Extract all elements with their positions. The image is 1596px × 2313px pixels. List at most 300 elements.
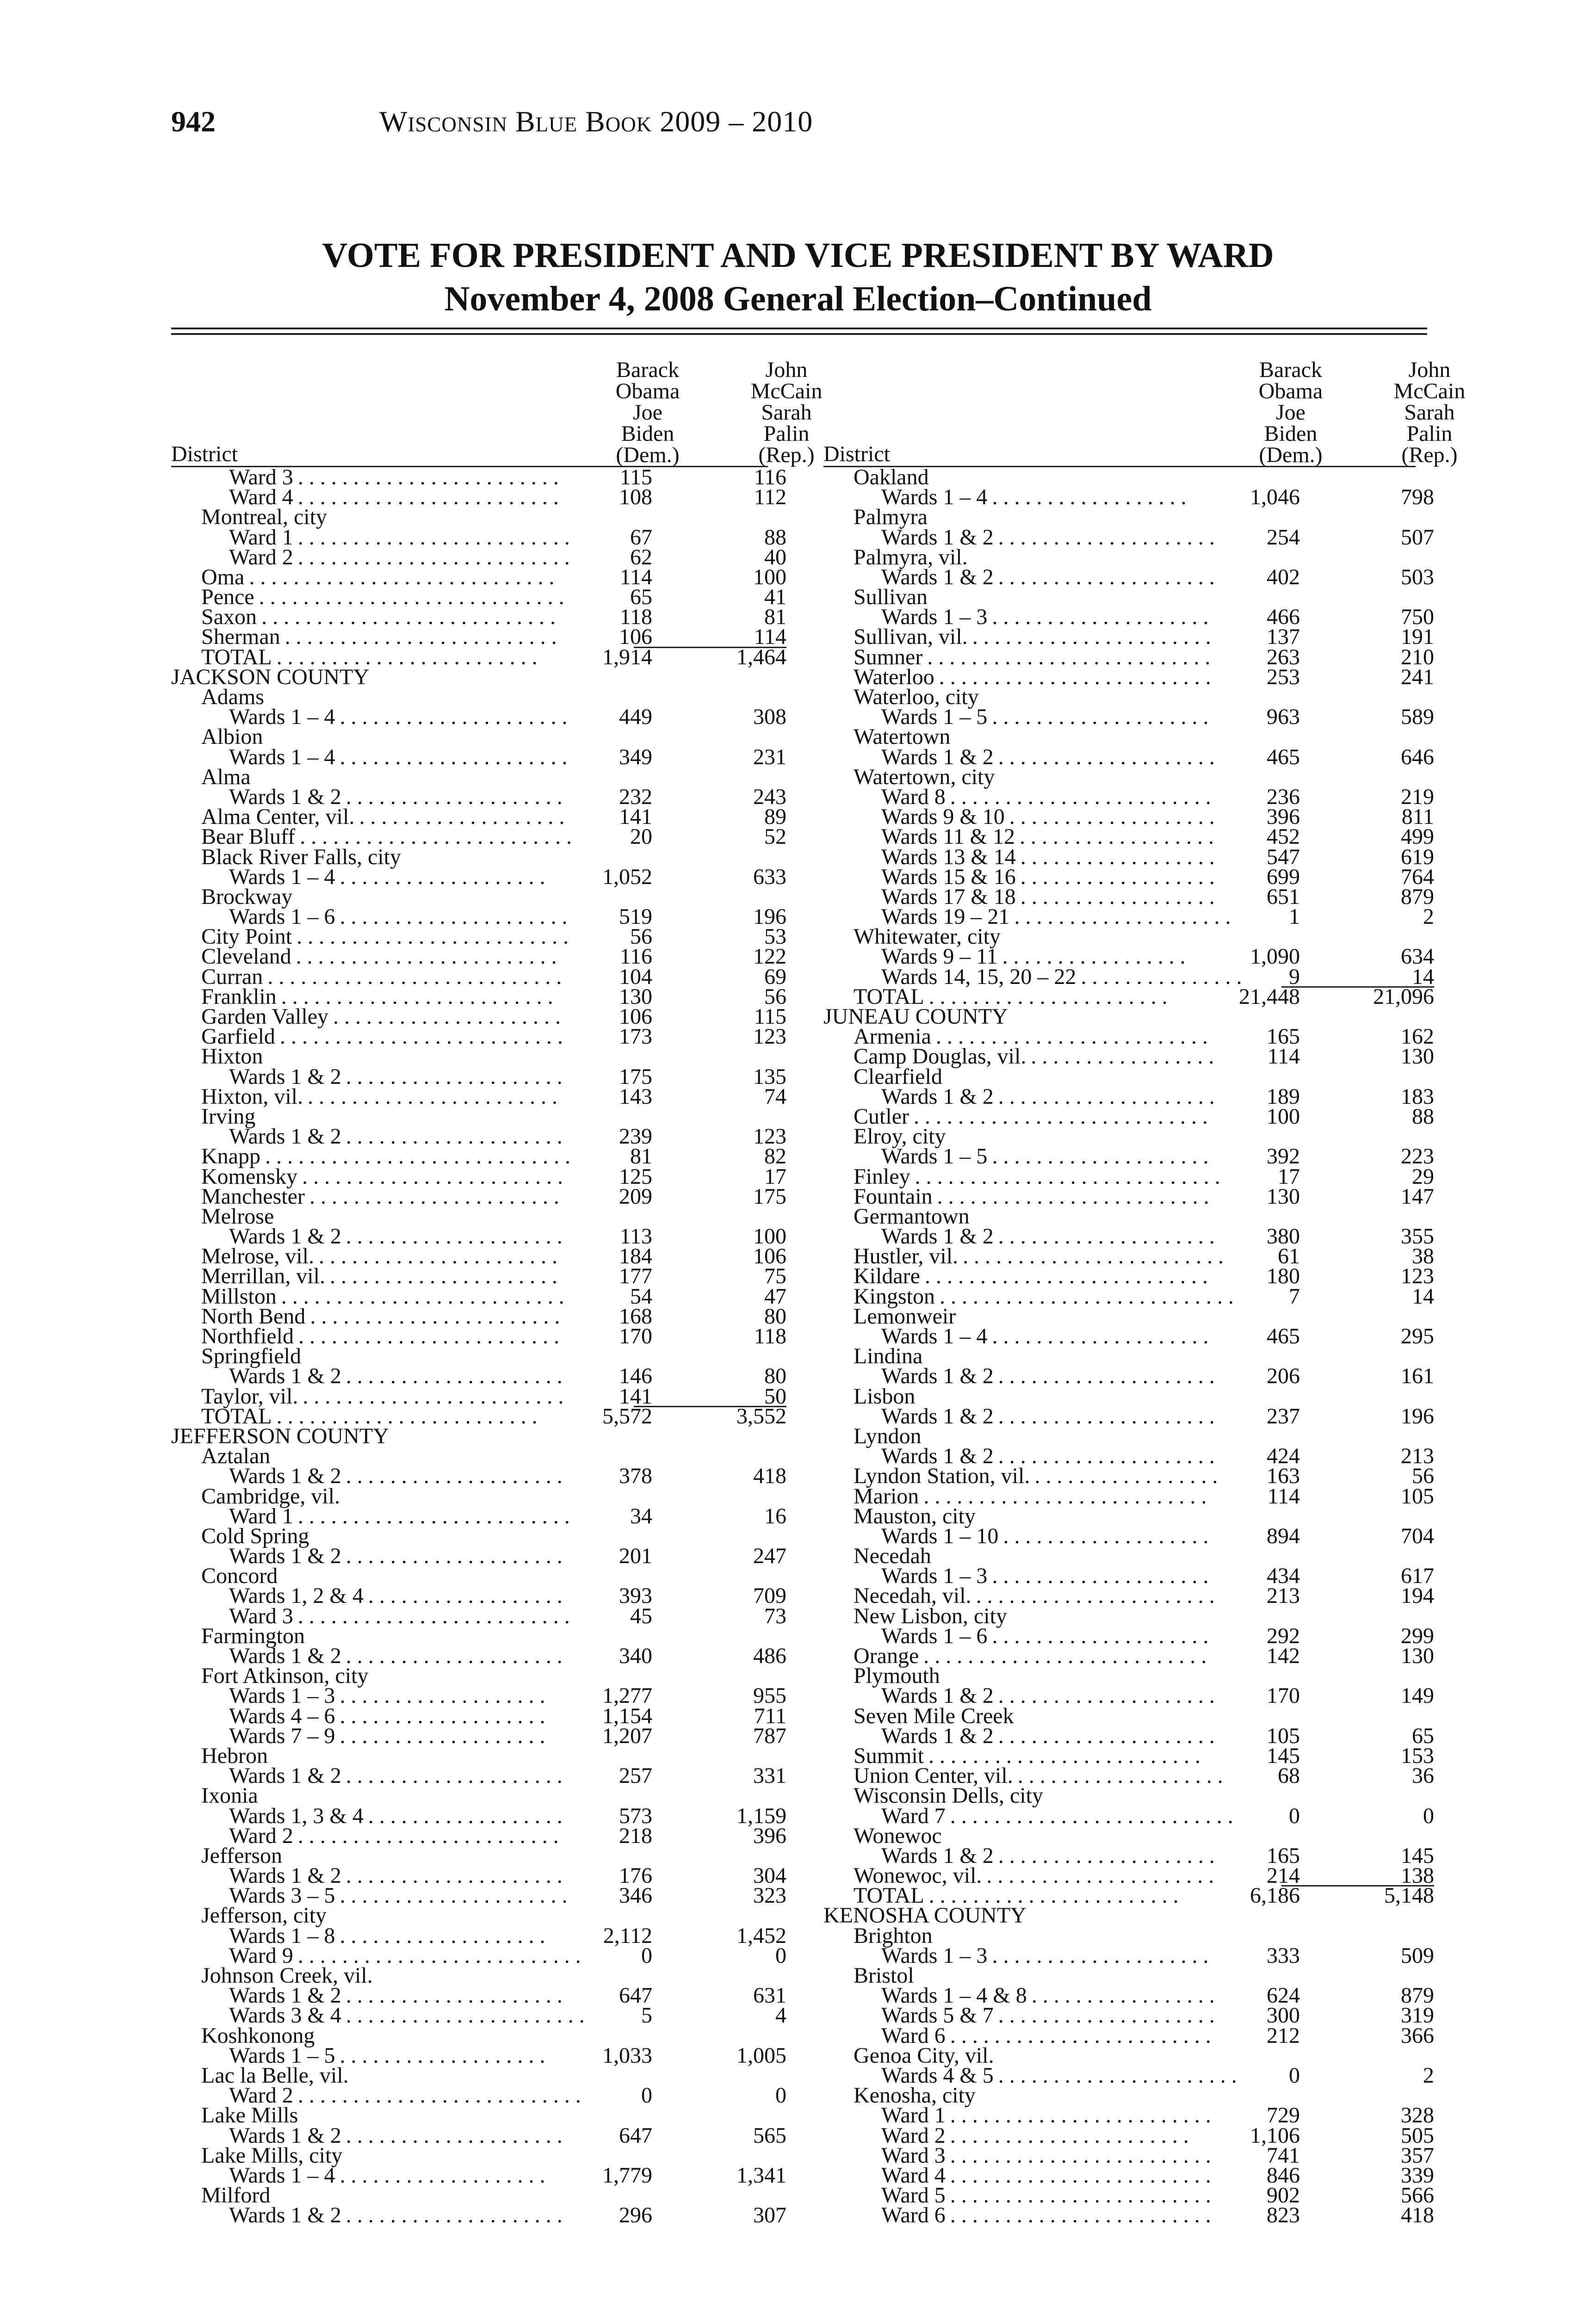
- table-row: [171, 824, 786, 849]
- district-name: Lyndon Station, vil.: [854, 1464, 1030, 1489]
- district-name: Wards 1 – 4: [229, 744, 335, 769]
- table-row: [823, 1324, 1434, 1349]
- table-row: [171, 644, 786, 669]
- district-name: Mauston, city: [854, 1503, 976, 1528]
- table-row: [823, 1803, 1434, 1828]
- rep-votes: 53: [764, 924, 786, 949]
- district-name: Wards 1 & 2: [881, 525, 994, 550]
- district-heading-row: [823, 924, 1416, 949]
- dem-votes: 846: [1267, 2163, 1300, 2188]
- dot-leader: . . . . . . . . . . . . . . . . . . . . . . . . . .: [927, 647, 1211, 667]
- dem-votes: 125: [619, 1164, 652, 1189]
- district-name: Wards 13 & 14: [881, 844, 1016, 869]
- rep-candidate-header: [1379, 359, 1480, 466]
- district-name: Wards 1 & 2: [881, 1404, 994, 1429]
- dem-votes: 380: [1267, 1224, 1300, 1249]
- dem-votes: 651: [1267, 884, 1300, 909]
- rep-votes: 505: [1401, 2123, 1434, 2148]
- dem-votes: 130: [1267, 1184, 1300, 1209]
- dot-leader: . . . . . . . . . . . . . . . . . .: [368, 1806, 563, 1826]
- table-row: [171, 2203, 786, 2228]
- district-heading-row: [823, 544, 1416, 569]
- dem-votes: 2,112: [603, 1923, 652, 1948]
- table-row: [823, 864, 1434, 889]
- table-row: [171, 1943, 786, 1968]
- dot-leader: . . . . . . . . . . . . . . . . .: [1034, 1466, 1218, 1486]
- district-heading-row: [823, 1423, 1416, 1448]
- district-name: Wards 1 & 2: [229, 1763, 341, 1788]
- rep-votes: 2: [1423, 2063, 1434, 2088]
- dot-leader: . . . . . . . . . . . . . . . . . . .: [1017, 1766, 1223, 1786]
- rep-votes: 319: [1401, 2003, 1434, 2028]
- rep-votes: 633: [753, 864, 786, 889]
- district-name: Ward 2: [229, 1823, 293, 1848]
- dem-votes: 465: [1267, 1324, 1300, 1349]
- dem-votes: 393: [619, 1583, 652, 1608]
- rep-votes: 879: [1401, 1983, 1434, 2008]
- dem-votes: 236: [1267, 784, 1300, 809]
- rep-votes: 147: [1401, 1184, 1434, 1209]
- rep-votes: 82: [764, 1144, 786, 1169]
- rep-votes: 138: [1401, 1863, 1434, 1888]
- table-row: [823, 944, 1434, 969]
- district-name: Wards 1 & 2: [229, 1644, 341, 1669]
- rep-votes: 130: [1401, 1644, 1434, 1669]
- dot-leader: . . . . . . . . . . . . . . . . . . . .: [992, 607, 1209, 627]
- dem-votes: 434: [1267, 1564, 1300, 1589]
- district-name: Cutler: [854, 1104, 909, 1129]
- dem-votes: 118: [619, 605, 652, 630]
- dem-votes: 113: [619, 1224, 652, 1249]
- dem-votes: 1: [1289, 904, 1300, 929]
- district-heading-row: [823, 1544, 1416, 1569]
- table-row: [171, 1763, 786, 1788]
- dot-leader: . . . . . . . . . . . . . . . . . . .: [1003, 1526, 1209, 1546]
- dot-leader: . . . . . . . . . . . . . . . . . . . .: [992, 1566, 1209, 1586]
- district-heading-row: [171, 1104, 768, 1129]
- title-line-2: November 4, 2008 General Election–Continued: [444, 279, 1152, 318]
- table-row: [171, 1164, 786, 1189]
- table-row: [823, 1863, 1434, 1888]
- rep-votes: 3,552: [736, 1404, 786, 1429]
- table-row: [171, 744, 786, 769]
- district-name: Wards 1 – 3: [881, 1943, 988, 1968]
- rep-votes: 100: [753, 564, 786, 589]
- dot-leader: . . . . . . . . . . . . . . . . . . . .: [998, 567, 1215, 588]
- table-row: [823, 964, 1434, 989]
- rep-votes: 565: [753, 2123, 786, 2148]
- rep-votes: 100: [753, 1224, 786, 1249]
- rep-votes: 711: [754, 1703, 786, 1728]
- rep-votes: 183: [1401, 1084, 1434, 1109]
- district-name: Cambridge, vil.: [201, 1484, 340, 1509]
- rep-votes: 339: [1401, 2163, 1434, 2188]
- rep-votes: 47: [764, 1284, 786, 1309]
- dot-leader: . . . . . . . . . . . . . . . . . . . . . . . .: [276, 647, 538, 667]
- table-row: [823, 2203, 1434, 2228]
- district-name: Montreal, city: [201, 505, 327, 530]
- district-heading-row: [171, 685, 768, 710]
- rep-votes: 631: [753, 1983, 786, 2008]
- dot-leader: . . . . . . . . . . . . . . . . . . . .: [346, 1066, 563, 1087]
- district-heading-row: [823, 2043, 1416, 2068]
- dem-votes: 902: [1267, 2183, 1300, 2208]
- dot-leader: . . . . . . . . . . . . . . . . . . . . . . . . . .: [924, 1266, 1208, 1286]
- dot-leader: . . . . . . . . . . . . . . . . . . . . . . .: [308, 1086, 558, 1107]
- dem-header-line: Biden: [621, 421, 674, 446]
- district-heading-row: [171, 2183, 768, 2208]
- dem-votes: 176: [619, 1863, 652, 1888]
- district-name: Jefferson, city: [201, 1903, 327, 1928]
- title-rule: [171, 328, 1427, 335]
- left-rows: [171, 464, 786, 2228]
- district-name: Wards 1 – 3: [881, 605, 988, 630]
- district-heading-row: [823, 685, 1416, 710]
- district-heading-row: [171, 884, 768, 909]
- table-row: [171, 1823, 786, 1848]
- dot-leader: . . . . . . . . . . . . . . . . . . .: [359, 807, 565, 827]
- table-row: [171, 864, 786, 889]
- dem-votes: 1,090: [1250, 944, 1300, 969]
- district-name: Alma: [201, 764, 251, 789]
- district-name: Brighton: [854, 1923, 933, 1948]
- dem-votes: 20: [630, 824, 652, 849]
- dot-leader: . . . . . . . . . . . . . . . . . . . . . . . . . .: [279, 1027, 563, 1047]
- district-name: Wards 1 & 2: [881, 1683, 994, 1708]
- table-row: [171, 485, 786, 510]
- district-name: Oakland: [854, 464, 929, 489]
- district-name: Fountain: [854, 1184, 933, 1209]
- rep-votes: 507: [1401, 525, 1434, 550]
- rep-votes: 304: [753, 1863, 786, 1888]
- table-row: [823, 1224, 1434, 1249]
- dot-leader: . . . . . . . . . . . . . . . . . . . . . . .: [310, 1306, 560, 1327]
- district-name: Wards 1, 2 & 4: [229, 1583, 364, 1608]
- dot-leader: . . . . . . . . . . . . . . . . . . . . . . . .: [296, 946, 557, 967]
- district-name: Wards 1 – 4 & 8: [881, 1983, 1027, 2008]
- rep-votes: 145: [1401, 1843, 1434, 1868]
- district-name: Wards 1 – 5: [881, 1144, 988, 1169]
- table-row: [823, 984, 1434, 1009]
- district-name: Sherman: [201, 625, 280, 649]
- dem-votes: 6,186: [1250, 1883, 1300, 1908]
- dem-votes: 1,106: [1250, 2123, 1300, 2148]
- dem-votes: 54: [630, 1284, 652, 1309]
- rep-votes: 798: [1401, 485, 1434, 510]
- dem-header-line: Joe: [1276, 400, 1305, 425]
- dem-votes: 547: [1267, 844, 1300, 869]
- rep-header-line: (Rep.): [758, 443, 815, 467]
- dem-votes: 163: [1267, 1464, 1300, 1489]
- district-name: Ward 5: [881, 2183, 946, 2208]
- district-name: Wards 1 – 4: [229, 864, 335, 889]
- dem-votes: 137: [1267, 625, 1300, 649]
- rep-votes: 787: [753, 1723, 786, 1748]
- dem-votes: 100: [1267, 1104, 1300, 1129]
- dem-votes: 142: [1267, 1644, 1300, 1669]
- table-row: [171, 984, 786, 1009]
- table-row: [823, 1464, 1434, 1489]
- district-name: Wards 1 & 2: [881, 1084, 994, 1109]
- dem-votes: 237: [1267, 1404, 1300, 1429]
- dot-leader: . . . . . . . . . . . . . . . . . . . .: [998, 527, 1215, 547]
- rep-header-line: McCain: [1393, 379, 1466, 403]
- rep-votes: 118: [754, 1324, 786, 1349]
- district-heading-row: [171, 505, 768, 530]
- district-name: Black River Falls, city: [201, 844, 401, 869]
- table-row: [823, 2063, 1434, 2088]
- dot-leader: . . . . . . . . . . . . . . . . . . . . . . . . .: [297, 927, 569, 947]
- rep-votes: 56: [1412, 1464, 1434, 1489]
- rep-votes: 355: [1401, 1224, 1434, 1249]
- district-name: Wards 1 – 6: [229, 904, 335, 929]
- table-row: [823, 1244, 1434, 1269]
- district-name: Wards 1 & 2: [881, 744, 994, 769]
- district-heading-row: [171, 1344, 768, 1369]
- dem-votes: 519: [619, 904, 652, 929]
- dot-leader: . . . . . . . . . . . . . . . . . . . . .: [340, 747, 568, 767]
- district-name: Wards 1 & 2: [229, 1064, 341, 1089]
- district-name: Wards 1 – 4: [229, 705, 335, 730]
- dem-votes: 108: [619, 485, 652, 510]
- dot-leader: . . . . . . . . . . . . . . . . . . . . . . . .: [950, 2185, 1211, 2206]
- district-name: Wards 11 & 12: [881, 824, 1015, 849]
- rep-votes: 89: [764, 804, 786, 829]
- dem-votes: 130: [619, 984, 652, 1009]
- district-heading-row: [823, 1064, 1416, 1089]
- table-row: [171, 1124, 786, 1149]
- district-heading-row: [171, 1523, 768, 1548]
- rep-votes: 955: [753, 1683, 786, 1708]
- table-row: [823, 1743, 1434, 1768]
- rep-votes: 879: [1401, 884, 1434, 909]
- dem-votes: 452: [1267, 824, 1300, 849]
- district-name: Wards 1 – 10: [881, 1523, 999, 1548]
- dem-header-line: (Dem.): [616, 443, 680, 467]
- district-name: JEFFERSON COUNTY: [171, 1423, 389, 1448]
- district-name: Wards 1 – 5: [881, 705, 988, 730]
- district-name: Lac la Belle, vil.: [201, 2063, 349, 2088]
- dem-votes: 963: [1267, 705, 1300, 730]
- dot-leader: . . . . . . . . . . . . . . . . . . . . . . . . .: [937, 1186, 1209, 1206]
- district-name: Necedah: [854, 1544, 931, 1569]
- district-name: Clearfield: [854, 1064, 942, 1089]
- rep-votes: 112: [754, 485, 786, 510]
- dem-votes: 141: [619, 1384, 652, 1409]
- dot-leader: . . . . . . . . . . . . . . . . . . . .: [998, 1086, 1215, 1107]
- dem-votes: 1,052: [602, 864, 652, 889]
- district-name: Ward 3: [229, 464, 293, 489]
- district-name: Wards 15 & 16: [881, 864, 1016, 889]
- dem-header-line: Obama: [1258, 379, 1323, 403]
- dot-leader: . . . . . . . . . . . . . . . . . . . .: [998, 1686, 1215, 1706]
- table-row: [823, 744, 1434, 769]
- dot-leader: . . . . . . . . . . . . . . . . . . . .: [998, 747, 1215, 767]
- district-name: Lindina: [854, 1344, 923, 1369]
- district-name: Wards 17 & 18: [881, 884, 1016, 909]
- dem-votes: 68: [1278, 1763, 1300, 1788]
- dot-leader: . . . . . . . . . . . . . . . . . .: [992, 487, 1187, 507]
- table-row: [171, 1004, 786, 1029]
- district-name: Whitewater, city: [854, 924, 1001, 949]
- district-name: Saxon: [201, 605, 257, 630]
- rep-votes: 14: [1412, 1284, 1434, 1309]
- district-name: Wards 1 & 2: [229, 1124, 341, 1149]
- dem-votes: 21,448: [1239, 984, 1300, 1009]
- district-heading-row: [823, 1603, 1416, 1628]
- dot-leader: . . . . . . . . . . . . . . . . . . .: [340, 1725, 545, 1746]
- rep-votes: 74: [764, 1084, 786, 1109]
- rep-votes: 191: [1401, 625, 1434, 649]
- left-column-header: [171, 358, 823, 467]
- dot-leader: . . . . . . . . . . . . . . . . . . . .: [992, 1626, 1209, 1646]
- district-name: Adams: [201, 685, 264, 710]
- table-title: [171, 234, 1425, 321]
- dot-leader: . . . . . . . . . . . . . . . . . .: [1019, 827, 1214, 847]
- rep-header-line: Sarah: [1404, 400, 1455, 425]
- dot-leader: . . . . . . . . . . . . . . . . . . . .: [346, 1366, 563, 1386]
- dem-votes: 65: [630, 585, 652, 610]
- district-name: Palmyra: [854, 505, 928, 530]
- table-row: [171, 1723, 786, 1748]
- dem-votes: 729: [1267, 2103, 1300, 2128]
- dot-leader: . . . . . . . . . . . . . . . . . . . . . . . . . .: [950, 1806, 1233, 1826]
- table-row: [171, 1364, 786, 1389]
- district-name: Hixton, vil.: [201, 1084, 303, 1109]
- table-row: [171, 1264, 786, 1289]
- rep-votes: 331: [753, 1763, 786, 1788]
- district-name: Ixonia: [201, 1783, 258, 1808]
- district-heading-row: [823, 1384, 1416, 1409]
- table-row: [171, 1683, 786, 1708]
- district-name: Ward 8: [881, 784, 946, 809]
- table-row: [171, 964, 786, 989]
- dot-leader: . . . . . . . . . . . . . . . . . . . . . . . .: [297, 1825, 559, 1846]
- dem-votes: 257: [619, 1763, 652, 1788]
- dem-header-line: (Dem.): [1259, 443, 1323, 467]
- dem-candidate-header: [1240, 359, 1342, 466]
- rep-votes: 16: [764, 1503, 786, 1528]
- table-row: [823, 2183, 1434, 2208]
- district-heading-row: [171, 1564, 768, 1589]
- dot-leader: . . . . . . . . . . . . . . . . . . . . . . . . . . .: [913, 1106, 1208, 1127]
- rep-votes: 88: [1412, 1104, 1434, 1129]
- district-name: Palmyra, vil.: [854, 544, 968, 569]
- district-heading-row: [171, 1743, 768, 1768]
- district-name: Ward 2: [229, 544, 293, 569]
- table-row: [823, 1983, 1434, 2008]
- dem-votes: 239: [619, 1124, 652, 1149]
- table-row: [823, 1623, 1434, 1648]
- table-row: [823, 1564, 1434, 1589]
- rep-votes: 130: [1401, 1044, 1434, 1069]
- dot-leader: . . . . . . . . . . . . . . . . . . . . . . . .: [302, 1166, 563, 1187]
- rep-votes: 29: [1412, 1164, 1434, 1189]
- dem-votes: 333: [1267, 1943, 1300, 1968]
- dot-leader: . . . . . . . . . . . . . . . . . . .: [340, 2045, 545, 2066]
- table-row: [823, 1583, 1434, 1608]
- table-row: [171, 1324, 786, 1349]
- district-name: Marion: [854, 1484, 919, 1509]
- district-name: Orange: [854, 1644, 919, 1669]
- dot-leader: . . . . . . . . . . . . . . . . . . . .: [346, 2125, 563, 2146]
- table-row: [171, 1703, 786, 1728]
- dot-leader: . . . . . . . . . . . . . . . . . . . . .: [333, 1007, 561, 1027]
- dem-votes: 114: [1267, 1044, 1300, 1069]
- table-row: [171, 2123, 786, 2148]
- district-name: Lisbon: [854, 1384, 916, 1409]
- district-name: Sullivan, vil.: [854, 625, 968, 649]
- district-name: Wards 1 – 4: [229, 2163, 335, 2188]
- table-row: [823, 884, 1434, 909]
- district-name: Wards 1, 3 & 4: [229, 1803, 364, 1828]
- rep-votes: 36: [1412, 1763, 1434, 1788]
- dot-leader: . . . . . . . . . . . . . . . . . . . .: [998, 1446, 1215, 1466]
- district-name: Ward 3: [881, 2143, 946, 2168]
- dem-votes: 168: [619, 1304, 652, 1329]
- dem-votes: 647: [619, 1983, 652, 2008]
- district-name: Ward 7: [881, 1803, 946, 1828]
- dem-votes: 1,046: [1250, 485, 1300, 510]
- district-name: Farmington: [201, 1623, 305, 1648]
- dem-votes: 165: [1267, 1843, 1300, 1868]
- dem-votes: 0: [1289, 2063, 1300, 2088]
- table-row: [171, 2003, 786, 2028]
- district-heading-row: [823, 2083, 1416, 2108]
- district-heading-row: [171, 1783, 768, 1808]
- table-row: [823, 1364, 1434, 1389]
- district-name: Wards 1 & 2: [229, 1863, 341, 1888]
- right-rows: [823, 464, 1434, 2228]
- rep-votes: 223: [1401, 1144, 1434, 1169]
- table-row: [171, 625, 786, 649]
- table-row: [171, 1024, 786, 1049]
- dem-votes: 465: [1267, 744, 1300, 769]
- table-row: [823, 605, 1434, 630]
- table-row: [171, 804, 786, 829]
- table-row: [823, 2023, 1434, 2048]
- district-name: Germantown: [854, 1204, 970, 1229]
- district-name: Wards 1 & 2: [881, 564, 994, 589]
- district-name: Koshkonong: [201, 2023, 315, 2048]
- district-name: Wards 1 & 2: [881, 1444, 994, 1469]
- rep-votes: 0: [775, 2083, 786, 2108]
- district-heading-row: [823, 1923, 1416, 1948]
- rep-votes: 366: [1401, 2023, 1434, 2048]
- dot-leader: . . . . . . . . . . . . . . . . .: [1031, 1046, 1214, 1067]
- table-row: [171, 924, 786, 949]
- table-row: [171, 1464, 786, 1489]
- rep-votes: 486: [753, 1644, 786, 1669]
- dot-leader: . . . . . . . . . . . . . . . . . . . . . . . .: [276, 1406, 538, 1426]
- dem-header-line: Obama: [615, 379, 680, 403]
- dem-votes: 105: [1267, 1723, 1300, 1748]
- dem-votes: 7: [1289, 1284, 1300, 1309]
- dem-votes: 56: [630, 924, 652, 949]
- rep-votes: 38: [1412, 1244, 1434, 1269]
- district-name: Merrillan, vil.: [201, 1264, 325, 1289]
- table-row: [171, 1144, 786, 1169]
- dem-votes: 209: [619, 1184, 652, 1209]
- table-row: [171, 1404, 786, 1429]
- dem-candidate-header: [597, 359, 699, 466]
- table-row: [171, 1803, 786, 1828]
- dot-leader: . . . . . . . . . . . . . . . . . .: [1020, 847, 1215, 867]
- district-name: Lyndon: [854, 1423, 922, 1448]
- dem-votes: 392: [1267, 1144, 1300, 1169]
- rep-votes: 175: [753, 1184, 786, 1209]
- district-name: Taylor, vil.: [201, 1384, 298, 1409]
